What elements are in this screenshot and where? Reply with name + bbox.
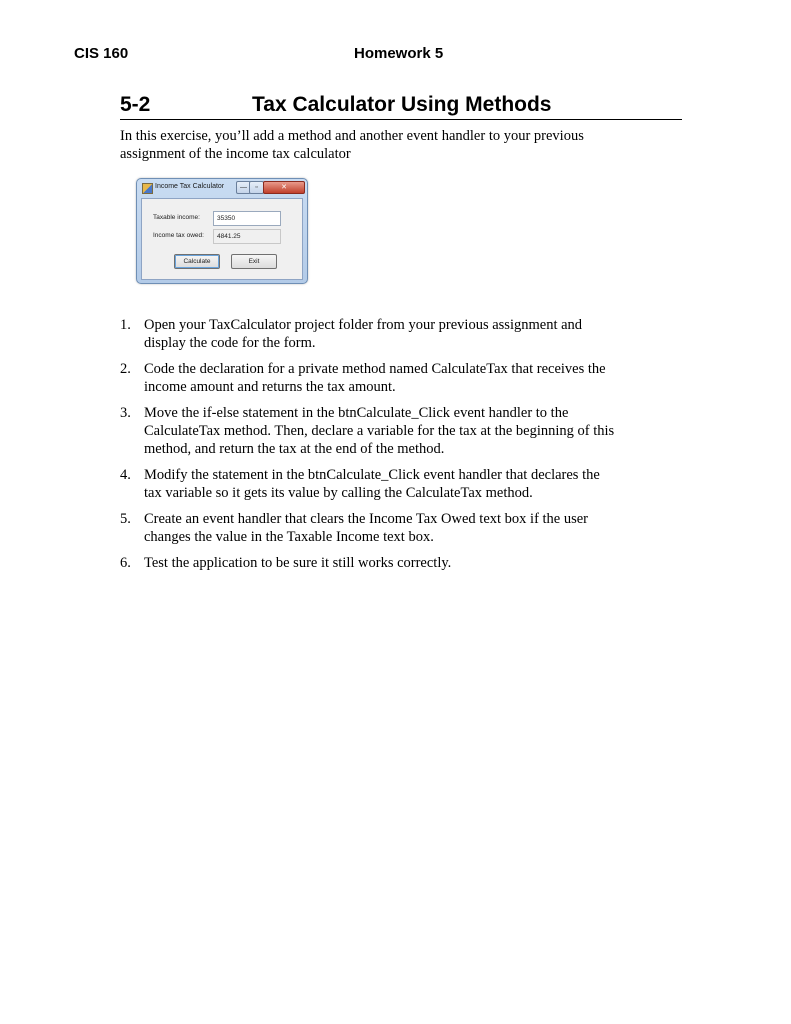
form-client-area [141, 198, 303, 280]
tax-owed-field: 4841.25 [213, 229, 281, 244]
list-item [120, 316, 620, 352]
app-icon [142, 183, 153, 194]
tax-owed-label: Income tax owed: [153, 232, 204, 239]
calculate-button[interactable]: Calculate [174, 254, 220, 269]
section-heading [120, 91, 682, 120]
step-number: 1. [120, 317, 131, 333]
minimize-icon[interactable]: — [236, 181, 251, 194]
taxable-income-input[interactable]: 35350 [213, 211, 281, 226]
section-number: 5-2 [120, 93, 151, 116]
step-number: 3. [120, 405, 131, 421]
list-item [120, 466, 620, 502]
step-text: Move the if-else statement in the btnCalculate_Click event handler to the CalculateTax method. Then, declare a variable for the tax at the beginning of this method, and return the tax at the end of the method. [144, 405, 615, 457]
step-number: 4. [120, 467, 131, 483]
step-text: Open your TaxCalculator project folder from your previous assignment and display the code for the form. [144, 317, 583, 351]
window-title: Income Tax Calculator [155, 183, 225, 190]
list-item [120, 510, 620, 546]
maximize-icon[interactable]: ▫ [249, 181, 264, 194]
taxable-income-label: Taxable income: [153, 214, 200, 221]
step-number: 2. [120, 361, 131, 377]
section-title: Tax Calculator Using Methods [252, 93, 552, 116]
step-number: 5. [120, 511, 131, 527]
step-text: Code the declaration for a private method named CalculateTax that receives the income amount and returns the tax amount. [144, 361, 606, 395]
course-code: CIS 160 [74, 45, 129, 62]
step-number: 6. [120, 555, 131, 571]
exit-button[interactable]: Exit [231, 254, 277, 269]
steps-list [120, 316, 620, 580]
close-icon[interactable]: ✕ [263, 181, 305, 194]
step-text: Test the application to be sure it still works correctly. [144, 555, 452, 571]
intro-paragraph: In this exercise, you’ll add a method and another event handler to your previous assignment of the income tax calculator [120, 128, 584, 162]
list-item [120, 404, 620, 458]
list-item [120, 360, 620, 396]
income-tax-calculator-window [136, 178, 308, 284]
window-titlebar[interactable] [137, 179, 307, 197]
assignment-title: Homework 5 [354, 45, 444, 62]
step-text: Modify the statement in the btnCalculate_Click event handler that declares the tax variable so it gets its value by calling the CalculateTax method. [144, 467, 600, 501]
list-item [120, 554, 620, 572]
step-text: Create an event handler that clears the Income Tax Owed text box if the user changes the value in the Taxable Income text box. [144, 511, 589, 545]
